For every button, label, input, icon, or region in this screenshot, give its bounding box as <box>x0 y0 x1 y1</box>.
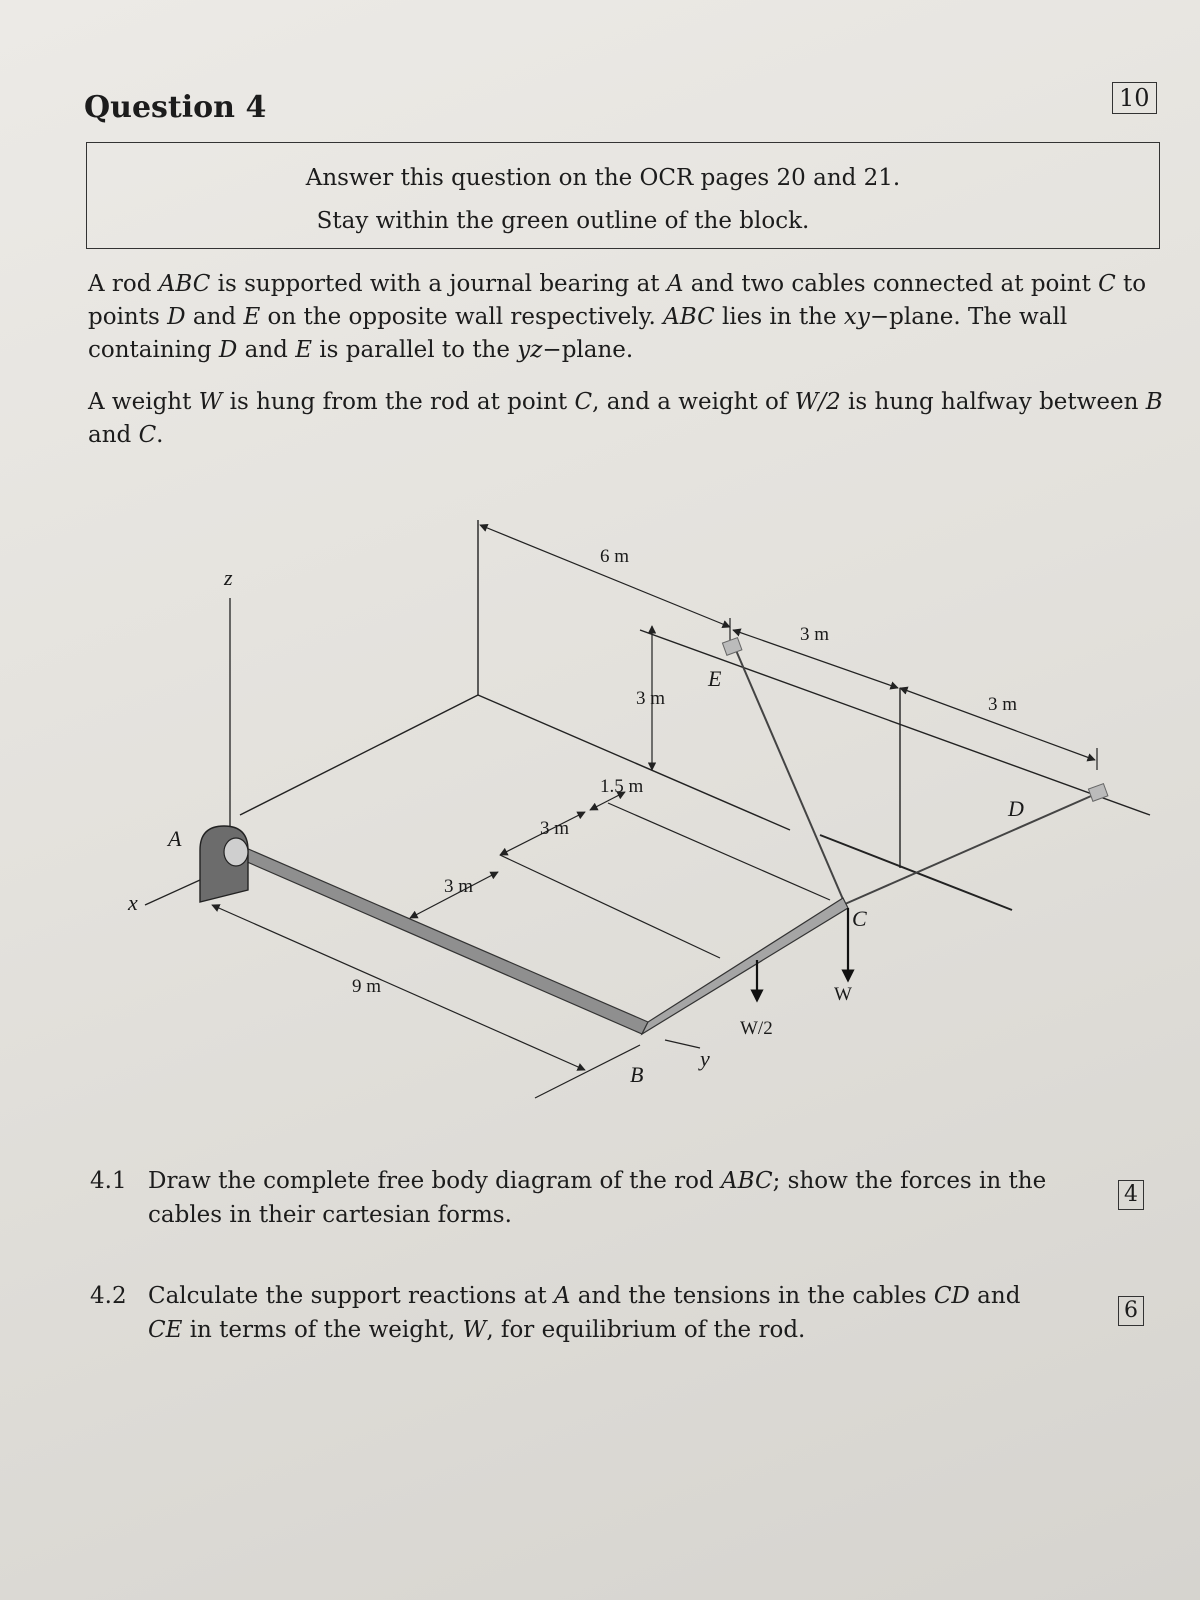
dim-line-9m <box>212 905 585 1070</box>
label-point-d: D <box>1008 796 1024 821</box>
rod-segment-ab <box>238 848 648 1034</box>
label-dim-3m-mid: 3 m <box>540 818 570 839</box>
dim-guide-2 <box>500 855 720 958</box>
journal-bearing <box>200 826 248 902</box>
rod-diagram <box>0 480 1200 1120</box>
instruction-line-1: Answer this question on the OCR pages 20 and 21. <box>305 165 901 191</box>
label-dim-6m: 6 m <box>600 546 630 567</box>
problem-paragraph-1: A rod ABC is supported with a journal bearing at A and two cables connected at point C to points D and E on the opposite wall respectively. ABC lies in the xy−plane. The wall containing D and E is parallel to the yz−plane. <box>88 271 1147 363</box>
dim-line-6m <box>480 525 730 627</box>
label-y-axis: y <box>700 1046 710 1071</box>
label-point-b: B <box>630 1062 644 1087</box>
label-point-e: E <box>708 666 722 691</box>
label-dim-3m-top: 3 m <box>800 624 830 645</box>
wall-top-line <box>640 630 1150 815</box>
dim-guide-1 <box>608 803 830 900</box>
dim-ext-b <box>535 1045 640 1098</box>
anchor-e <box>722 638 741 656</box>
instruction-box <box>86 142 1160 249</box>
label-load-w: W <box>834 984 852 1005</box>
rod-segment-bc <box>642 898 848 1034</box>
label-dim-3m-low: 3 m <box>444 876 474 897</box>
instruction-line-2: Stay within the green outline of the block. <box>316 208 810 234</box>
label-point-c: C <box>852 906 867 931</box>
cable-cd <box>845 793 1098 904</box>
subquestion-number: 4.2 <box>90 1283 127 1309</box>
label-point-a: A <box>168 826 182 851</box>
subquestion-number: 4.1 <box>90 1168 127 1194</box>
subquestion-4-1-marks: 4 <box>1118 1180 1144 1210</box>
floor-back-edge <box>240 695 478 815</box>
x-axis <box>145 880 200 905</box>
subquestion-4-2-marks: 6 <box>1118 1296 1144 1326</box>
label-dim-9m: 9 m <box>352 976 382 997</box>
question-marks-box: 10 <box>1112 82 1157 114</box>
floor-right-edge <box>478 695 790 830</box>
subquestion-text: Calculate the support reactions at A and the tensions in the cables CD and CE in terms of the weight, W, for equilibrium of the rod. <box>148 1283 1021 1343</box>
label-dim-1-5m: 1.5 m <box>600 776 644 797</box>
subquestion-text: Draw the complete free body diagram of the rod ABC; show the forces in the cables in their cartesian forms. <box>148 1168 1047 1228</box>
y-axis <box>665 1040 700 1048</box>
rod-abc <box>238 848 848 1034</box>
label-z-axis: z <box>224 565 233 590</box>
question-title: Question 4 <box>84 90 267 125</box>
problem-paragraph-2: A weight W is hung from the rod at point C, and a weight of W/2 is hung halfway between B and C. <box>88 389 1163 448</box>
label-load-w2: W/2 <box>740 1018 773 1039</box>
label-dim-3m-right: 3 m <box>988 694 1018 715</box>
label-x-axis: x <box>128 890 138 915</box>
label-dim-3m-vert: 3 m <box>636 688 666 709</box>
